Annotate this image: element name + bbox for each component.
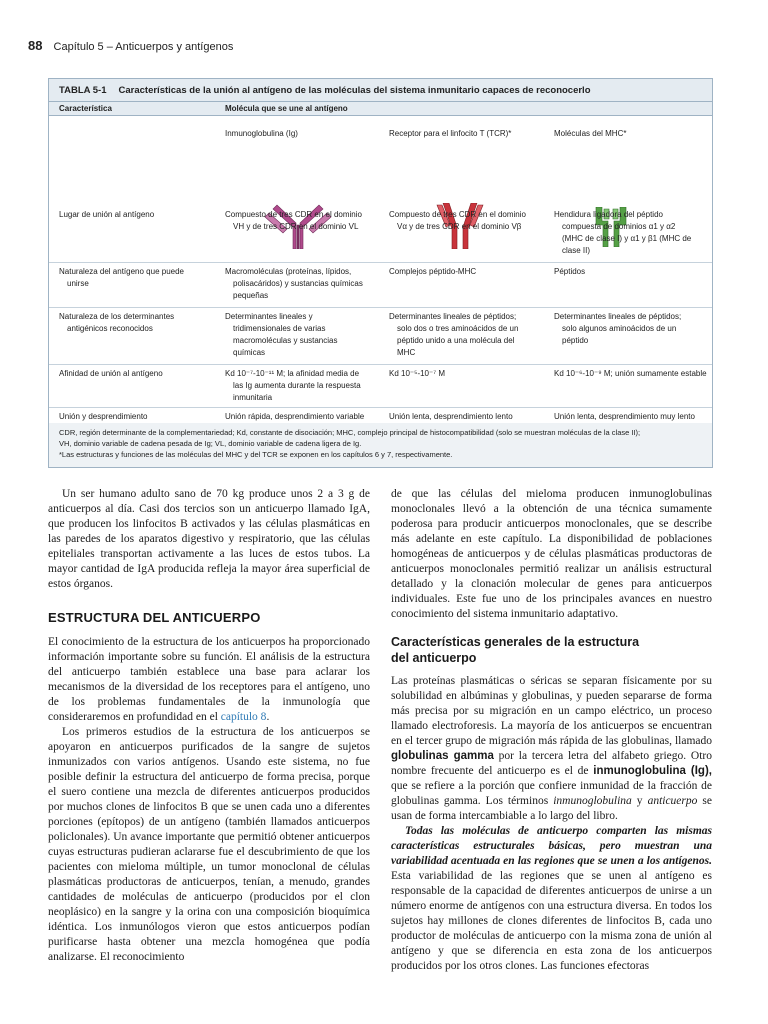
table-title-bar — [49, 79, 712, 102]
section-heading: ESTRUCTURA DEL ANTICUERPO — [48, 610, 261, 625]
table-footnotes — [49, 423, 712, 467]
paragraph-structure-intro — [48, 635, 370, 725]
text-run: Las proteínas plasmáticas o séricas se separan físicamente por su solubilidad en albúminas y globulinas, y pueden separarse de forma más precisa por su migración en un campo eléctrico, un proceso llamado electroforesis. La mayoría de los anticuerpos se encuentran en el tercer grupo de migración más rápida de las globulinas, llamado — [391, 675, 712, 747]
mhc-binding-site — [554, 209, 709, 257]
cell-line: solo dos o tres aminoácidos de un — [397, 324, 519, 333]
text-run: que se refiere a la porción que confiere inmunidad de la fracción de globulinas gamma. Los términos — [391, 780, 712, 807]
cell-line: polisacáridos) y sustancias químicas — [233, 279, 363, 288]
cell-line: inmunitaria — [233, 393, 273, 402]
ig-determinants — [225, 311, 383, 359]
feature-antigen-nature — [59, 266, 219, 290]
cell-line: Compuesto de tres CDR en el dominio — [225, 210, 362, 219]
row-determinants — [49, 308, 712, 365]
footnote-asterisk: *Las estructuras y funciones de las moléculas del MHC y del TCR se exponen en los capítulos 6 y 7, respectivamente. — [59, 450, 453, 459]
cell-line: antigénicos reconocidos — [67, 324, 153, 333]
cell-line: VH y de tres CDR en el dominio VL — [233, 222, 359, 231]
cell-line: MHC — [397, 348, 416, 357]
right-column — [391, 487, 712, 974]
header-molecule: Molécula que se une al antígeno — [225, 104, 348, 113]
footnote-abbrev-2: VH, dominio variable de cadena pesada de Ig; VL, dominio variable de cadena ligera de Ig. — [59, 439, 362, 448]
molecule-tcr: Receptor para el linfocito T (TCR)* — [389, 129, 512, 138]
row-binding-site — [49, 206, 712, 263]
table-5-1 — [48, 78, 713, 468]
tcr-kinetics: Unión lenta, desprendimiento lento — [389, 412, 513, 421]
table-title: Características de la unión al antígeno de las moléculas del sistema inmunitario capaces de reconocerlo — [118, 84, 591, 96]
molecule-ig: Inmunoglobulina (Ig) — [225, 129, 298, 138]
cell-line: solo algunos aminoácidos de un — [562, 324, 677, 333]
footnote-abbrev-1: CDR, región determinante de la complementariedad; Kd, constante de disociación; MHC, complejo principal de histocompatibilidad (solo se muestran moléculas de la clase II); — [59, 428, 641, 437]
molecule-mhc: Moléculas del MHC* — [554, 129, 627, 138]
term-italic: inmunoglobulina — [553, 795, 632, 807]
ig-kinetics: Unión rápida, desprendimiento variable — [225, 412, 365, 421]
cell-line: macromoléculas y sustancias — [233, 336, 338, 345]
chapter-8-link[interactable]: capítulo 8 — [220, 711, 267, 723]
cell-line: Hendidura ligadora del péptido — [554, 210, 663, 219]
paragraph-myeloma: de que las células del mieloma producen inmunoglobulinas monoclonales llevó a la obtención de una técnica sumamente poderosa para producir anticuerpos monoclonales, que se describe más adelante en este capítulo. La disponibilidad de poblaciones homogéneas de anticuerpos y de células plasmáticas productoras de anticuerpos monoclonales permitió realizar un análisis estructural detallado y la clonación molecular de genes para anticuerpos individuales. Este fue uno de los principales avances en nuestro conocimiento del sistema inmunitario adaptativo. — [391, 488, 712, 620]
table-header-row — [49, 102, 712, 116]
mhc-kinetics: Unión lenta, desprendimiento muy lento — [554, 412, 695, 421]
feature-binding-site: Lugar de unión al antígeno — [59, 210, 155, 219]
paragraph-iga: Un ser humano adulto sano de 70 kg produce unos 2 a 3 g de anticuerpos al día. Casi dos tercios son un anticuerpo llamado IgA, que producen los linfocitos B activados y las células plasmáticas en las paredes de los aparatos digestivo y respiratorio, que las células epiteliales transportan activamente a las luces de estos tubos. La mayor cantidad de IgA producida refleja la mayor área superficial de estos órganos. — [48, 488, 370, 590]
cell-line: (MHC de clase I) y α1 y β1 (MHC de — [562, 234, 692, 243]
paragraph-plasma-proteins — [391, 674, 712, 824]
page-number: 88 — [28, 38, 43, 53]
ig-binding-site — [225, 209, 383, 233]
paragraph-variability — [391, 824, 712, 974]
cell-line: unirse — [67, 279, 89, 288]
cell-line: Compuesto de tres CDR en el dominio — [389, 210, 526, 219]
text-run: El conocimiento de la estructura de los anticuerpos ha proporcionado información importante sobre su función. El análisis de la estructura del anticuerpo también establece una base para aclarar los mecanismos de la diversidad de los receptores para el antígeno, uno de los problemas fundamentales de la inmunología que consideraremos en profundidad en el — [48, 636, 370, 723]
paragraph-early-studies: Los primeros estudios de la estructura de los anticuerpos se apoyaron en anticuerpos purificados de la sangre de sujetos inmunizados con varios antígenos. Usando este sistema, no fue posible definir la estructura del anticuerpo de forma precisa, porque el suero contiene una mezcla de diferentes anticuerpos producidos por muchos clones de linfocitos B que se unen cada uno a diferentes porciones (epítopos) de un antígeno (también llamados anticuerpos policlonales). Un avance importante que permitió obtener anticuerpos cuyas estructuras pudieran aclararse fue el descubrimiento de que los pacientes con mieloma múltiple, un tumor monoclonal de células plasmáticas productoras de anticuerpos, tenían, a menudo, grandes cantidades de moléculas de anticuerpo (producidos por el clon neoplásico) en la sangre y la orina con una composición bioquímica idéntica. Los inmunólogos vieron que estos anticuerpos podían purificarse hasta obtener una mezcla homogénea que podía analizarse. El reconocimiento — [48, 726, 370, 963]
text-run: se usan de forma intercambiable a lo largo del libro. — [391, 795, 712, 822]
tcr-determinants — [389, 311, 547, 359]
cell-line: Determinantes lineales y — [225, 312, 313, 321]
row-binding-kinetics — [49, 408, 712, 424]
cell-line: Kd 10⁻⁷-10⁻¹¹ M; la afinidad media de — [225, 369, 360, 378]
cell-line: Macromoléculas (proteínas, lípidos, — [225, 267, 352, 276]
heading-line: Características generales de la estructura — [391, 635, 640, 649]
cell-line: las Ig aumenta durante la respuesta — [233, 381, 361, 390]
text-run: y — [631, 795, 648, 807]
cell-line: tridimensionales de varias — [233, 324, 326, 333]
text-run: por la tercera letra del alfabeto griego. Otro nombre frecuente del anticuerpo es el de — [391, 750, 712, 777]
cell-line: Determinantes lineales de péptidos; — [389, 312, 517, 321]
cell-line: pequeñas — [233, 291, 269, 300]
mhc-antigen-nature: Péptidos — [554, 267, 586, 276]
feature-determinants — [59, 311, 219, 335]
feature-affinity: Afinidad de unión al antígeno — [59, 369, 163, 378]
tcr-binding-site — [389, 209, 547, 233]
cell-line: péptido — [562, 336, 589, 345]
chapter-title: Capítulo 5 – Anticuerpos y antígenos — [53, 41, 234, 53]
cell-line: péptido unido a una molécula del — [397, 336, 515, 345]
mhc-determinants — [554, 311, 709, 347]
ig-antigen-nature — [225, 266, 383, 302]
header-feature: Característica — [59, 104, 112, 113]
row-affinity — [49, 365, 712, 408]
cell-line: compuesta de dominios α1 y α2 — [562, 222, 676, 231]
tcr-antigen-nature: Complejos péptido-MHC — [389, 267, 477, 276]
term-italic: anticuerpo — [647, 795, 698, 807]
cell-line: clase II) — [562, 246, 591, 255]
running-header — [28, 38, 233, 53]
mhc-affinity: Kd 10⁻⁶-10⁻⁹ M; unión sumamente estable — [554, 369, 707, 378]
ig-affinity — [225, 368, 383, 404]
cell-line: Naturaleza de los determinantes — [59, 312, 175, 321]
tcr-affinity: Kd 10⁻⁵-10⁻⁷ M — [389, 369, 446, 378]
cell-line: Vα y de tres CDR en el dominio Vβ — [397, 222, 522, 231]
row-antigen-nature — [49, 263, 712, 308]
key-statement: Todas las moléculas de anticuerpo comparten las mismas características estructurales básicas, pero muestran una variabilidad acentuada en las regiones que se unen a los antígenos. — [391, 825, 712, 867]
term-immunoglobulin: inmunoglobulina (Ig), — [593, 765, 712, 777]
heading-line: del anticuerpo — [391, 651, 477, 665]
cell-line: Naturaleza del antígeno que puede — [59, 267, 184, 276]
cell-line: Determinantes lineales de péptidos; — [554, 312, 682, 321]
text-run: . — [266, 711, 270, 723]
term-gamma-globulins: globulinas gamma — [391, 750, 494, 762]
subsection-heading — [391, 634, 712, 666]
feature-kinetics: Unión y desprendimiento — [59, 412, 148, 421]
text-run: Esta variabilidad de las regiones que se unen al antígeno es responsable de la capacidad de diferentes anticuerpos de unirse a un número enorme de antígenos con una estructura diversa. En todos los sujetos hay millones de clones diferentes de linfocitos B, cada uno productor de moléculas de anticuerpo con la misma zona de unión al antígeno y que se diferencia en esta zona de los anticuerpos producidos por los otros clones. Las funciones efectoras — [391, 870, 712, 972]
cell-line: químicas — [233, 348, 266, 357]
left-column — [48, 487, 370, 965]
table-label: TABLA 5-1 — [59, 84, 107, 96]
